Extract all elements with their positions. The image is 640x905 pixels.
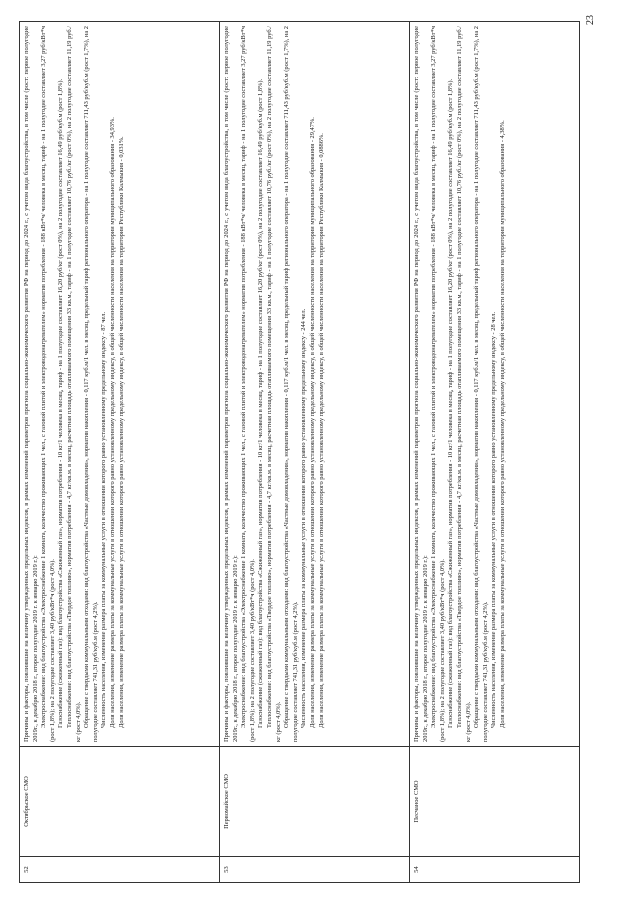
row-description <box>20 22 220 747</box>
paragraph: Теплоснабжение: вид благоустройства «Твердое топливо», норматив потребления - 4,7 кг/кв.м. в месяц, расчетная площадь отапливаемого помещения 33 кв.м., тариф - на 1 полугодие составляет 10,76 руб./кг (рост 0%), на 2 полугодие составляет 11,19 руб./кг (рост 4,0%). <box>455 26 472 742</box>
page-number: 23 <box>585 15 596 25</box>
table-row <box>220 22 410 883</box>
paragraph: Обращение с твердыми коммунальными отходами: вид благоустройства «Частные домовладения», норматив накопления - 0,117 куб.м/1 чел. в месяц, предельный тариф регионального оператора - на 1 полугодие составляет 711,43 руб/куб.м (рост 1,7%), на 2 полугодие составляет 741,31 руб/куб.м (рост 4,2%). <box>283 26 299 742</box>
paragraph: Теплоснабжение: вид благоустройства «Твердое топливо», норматив потребления - 4,7 кг/кв.м. в месяц, расчетная площадь отапливаемого помещения 33 кв.м., тариф - на 1 полугодие составляет 10,76 руб./кг (рост 0%), на 2 полугодие составляет 11,19 руб./кг (рост 4,0%). <box>265 26 282 742</box>
paragraph: Электроснабжение: вид благоустройства «Электроснабжение 1 комната, количество проживающих 1 чел., с газовой плитой и электроводонагревателем» норматив потребления - 188 кВт*ч/ человека в месяц, тариф - на 1 полугодие составляет 3,27 руб/кВт*ч (рост 1,8%); на 2 полугодие составляет 3,40 руб/кВт*ч (рост 4,0%). <box>240 26 256 742</box>
paragraph: Доля населения, изменение размера платы за коммунальные услуги в отношении которого равно установленному предельному индексу, в общей численности населения на территории муниципального образования - 4,38%. <box>498 120 506 728</box>
paragraph: Численность населения, изменение размера платы за коммунальные услуги в отношении которого равно установленному предельному индексу - 87 чел. <box>100 311 108 728</box>
row-number: 52 <box>20 857 220 883</box>
rotated-document-page <box>15 13 625 893</box>
paragraph: Обращение с твердыми коммунальными отходами: вид благоустройства «Частные домовладения», норматив накопления - 0,117 куб.м/1 чел. в месяц, предельный тариф регионального оператора - на 1 полугодие составляет 711,43 руб/куб.м (рост 1,7%), на 2 полугодие составляет 741,31 руб/куб.м (рост 4,2%). <box>83 26 99 742</box>
municipality-name: Песчаное СМО <box>410 747 580 857</box>
paragraph: Доля населения, изменение размера платы за коммунальные услуги в отношении которого равно установленному предельному индексу, в общей численности населения на территории Республики Калмыкия - 0,0886%. <box>317 133 325 728</box>
paragraph: Электроснабжение: вид благоустройства «Электроснабжение 1 комната, количество проживающих 1 чел., с газовой плитой и электроводонагревателем» норматив потребления - 188 кВт*ч/ человека в месяц, тариф - на 1 полугодие составляет 3,27 руб/кВт*ч (рост 1,8%); на 2 полугодие составляет 3,40 руб/кВт*ч (рост 4,0%). <box>430 26 446 742</box>
municipality-name: Октябрьское СМО <box>20 747 220 857</box>
paragraph: Доля населения, изменение размера платы за коммунальные услуги в отношении которого равно установленному предельному индексу, в общей численности населения на территории муниципального образования - 29,47%. <box>308 117 316 728</box>
paragraph: Причины и факторы, повлиявшие на величину утвержденных предельных индексов, в рамках изменений параметров прогноза социально-экономического развития РФ на период до 2024 г., с учетом вида благоустройства, в том числе (рост: первое полугодие 2019г., к декабрю 2018 г., второе полугодие 2019 г. к январю 2019 г.): <box>223 26 239 742</box>
paragraph: Газоснабжение (сжиженный газ): вид благоустройства «Сжиженный газ», норматив потребления - 10 кг/1 человека в месяц, тариф - на 1 полугодие составляет 16,20 руб/кг (рост 0%), на 2 полугодие составляет 16,49 руб/куб.м (рост 1,8%). <box>447 78 455 728</box>
municipal-tariff-table <box>19 21 580 883</box>
row-description <box>220 22 410 747</box>
row-number: 54 <box>410 857 580 883</box>
table-row <box>410 22 580 883</box>
paragraph: Численность населения, изменение размера платы за коммунальные услуги в отношении которого равно установленному предельному индексу - 244 чел. <box>300 308 308 728</box>
paragraph: Электроснабжение: вид благоустройства «Электроснабжение 1 комната, количество проживающих 1 чел., с газовой плитой и электроводонагревателем» норматив потребления - 188 кВт*ч/ человека в месяц, тариф - на 1 полугодие составляет 3,27 руб/кВт*ч (рост 1,8%); на 2 полугодие составляет 3,40 руб/кВт*ч (рост 4,0%). <box>40 26 56 742</box>
paragraph: Причины и факторы, повлиявшие на величину утвержденных предельных индексов, в рамках изменений параметров прогноза социально-экономического развития РФ на период до 2024 г., с учетом вида благоустройства, в том числе (рост: первое полугодие 2019г., к декабрю 2018 г., второе полугодие 2019 г. к январю 2019 г.): <box>413 26 429 742</box>
paragraph: Газоснабжение (сжиженный газ): вид благоустройства «Сжиженный газ», норматив потребления - 10 кг/1 человека в месяц, тариф - на 1 полугодие составляет 16,20 руб/кг (рост 0%), на 2 полугодие составляет 16,49 руб/куб.м (рост 1,8%). <box>257 78 265 728</box>
paragraph: Доля населения, изменение размера платы за коммунальные услуги в отношении которого равно установленному предельному индексу, в общей численности населения на территории муниципального образования - 34,93%. <box>108 117 116 728</box>
row-description <box>410 22 580 747</box>
paragraph: Газоснабжение (сжиженный газ): вид благоустройства «Сжиженный газ», норматив потребления - 10 кг/1 человека в месяц, тариф - на 1 полугодие составляет 16,20 руб/кг (рост 0%), на 2 полугодие составляет 16,49 руб/куб.м (рост 1,8%). <box>57 78 65 728</box>
paragraph: Доля населения, изменение размера платы за коммунальные услуги в отношении которого равно установленному предельному индексу, в общей численности населения на территории Республики Калмыкия - 0,031%. <box>117 136 125 728</box>
municipality-name: Первомайское СМО <box>220 747 410 857</box>
paragraph: Численность населения, изменение размера платы за коммунальные услуги в отношении которого равно установленному предельному индексу - 28 чел. <box>490 311 498 728</box>
paragraph: Теплоснабжение: вид благоустройства «Твердое топливо», норматив потребления - 4,7 кг/кв.м. в месяц, расчетная площадь отапливаемого помещения 33 кв.м., тариф - на 1 полугодие составляет 10,76 руб./кг (рост 0%), на 2 полугодие составляет 11,19 руб./кг (рост 4,0%). <box>65 26 82 742</box>
paragraph: Обращение с твердыми коммунальными отходами: вид благоустройства «Частные домовладения», норматив накопления - 0,117 куб.м/1 чел. в месяц, предельный тариф регионального оператора - на 1 полугодие составляет 711,43 руб/куб.м (рост 1,7%), на 2 полугодие составляет 741,31 руб/куб.м (рост 4,2%). <box>473 26 489 742</box>
table-row <box>20 22 220 883</box>
paragraph: Причины и факторы, повлиявшие на величину утвержденных предельных индексов, в рамках изменений параметров прогноза социально-экономического развития РФ на период до 2024 г., с учетом вида благоустройства, в том числе (рост: первое полугодие 2019г., к декабрю 2018 г., второе полугодие 2019 г. к январю 2019 г.): <box>23 26 39 742</box>
row-number: 53 <box>220 857 410 883</box>
